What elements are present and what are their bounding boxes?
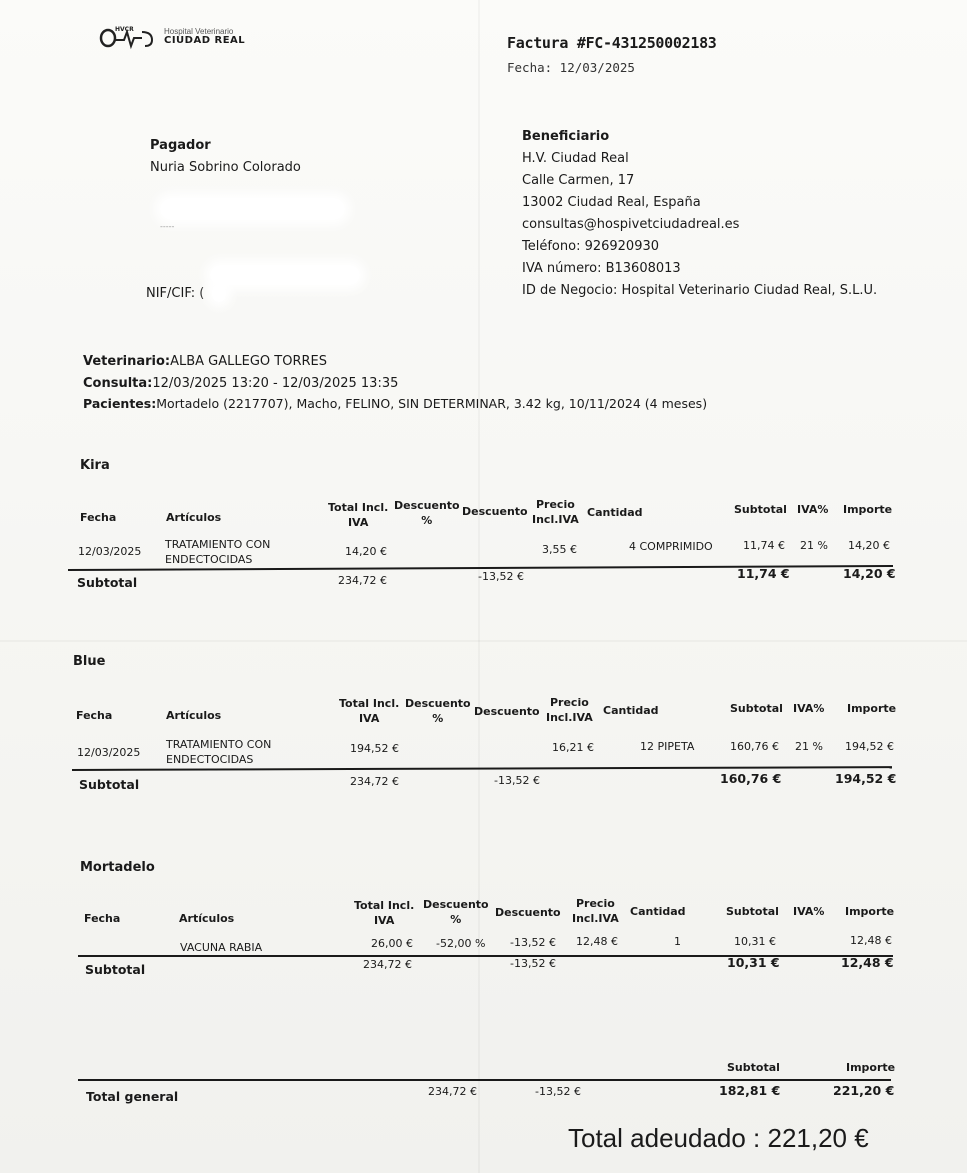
logo-title: CIUDAD REAL <box>164 35 246 46</box>
col-total-incl-line1: Total Incl. <box>328 501 389 514</box>
beneficiary-email: consultas@hospivetciudadreal.es <box>522 217 740 232</box>
subtotal-importe: 194,52 € <box>835 771 897 786</box>
col-descuento-pct <box>394 499 460 529</box>
col-descuento-pct <box>405 697 471 727</box>
subtotal-importe: 14,20 € <box>843 566 896 581</box>
redaction-mark: ----- <box>160 222 175 231</box>
patients-line <box>83 396 707 411</box>
subtotal-importe: 12,48 € <box>841 955 894 970</box>
subtotal-subtotal: 160,76 € <box>720 771 782 786</box>
grand-total-importe: 221,20 € <box>833 1083 895 1098</box>
row-subtotal: 11,74 € <box>743 539 785 552</box>
hospital-logo-icon <box>98 24 158 50</box>
col-cantidad: Cantidad <box>630 905 686 918</box>
grand-total-subtotal: 182,81 € <box>719 1083 781 1098</box>
consult-label: Consulta: <box>83 376 153 391</box>
col-precio <box>572 897 619 927</box>
row-desc-pct: -52,00 % <box>436 937 486 950</box>
row-articulo-line1: TRATAMIENTO CON <box>165 538 271 551</box>
beneficiary-label: Beneficiario <box>522 129 610 144</box>
row-total: 194,52 € <box>350 742 399 755</box>
row-articulo-line1: TRATAMIENTO CON <box>166 738 272 751</box>
col-cantidad: Cantidad <box>587 506 643 519</box>
col-total-incl <box>339 697 399 727</box>
payer-label: Pagador <box>150 138 211 153</box>
row-precio: 3,55 € <box>542 543 577 556</box>
consult-time: 12/03/2025 13:20 - 12/03/2025 13:35 <box>152 376 399 391</box>
row-articulo-line2: ENDECTOCIDAS <box>166 752 254 766</box>
vet-name: ALBA GALLEGO TORRES <box>170 354 327 369</box>
row-subtotal: 10,31 € <box>734 935 776 948</box>
col-total-incl <box>328 501 388 531</box>
vet-line <box>83 354 327 369</box>
col-total-incl-line2: IVA <box>358 711 380 725</box>
row-precio: 16,21 € <box>552 741 594 754</box>
row-importe: 194,52 € <box>845 740 894 753</box>
col-fecha: Fecha <box>76 709 113 722</box>
col-importe: Importe <box>847 702 897 715</box>
grand-col-subtotal: Subtotal <box>727 1061 780 1074</box>
col-total-incl-line1: Total Incl. <box>339 697 400 710</box>
subtotal-descuento: -13,52 € <box>510 957 556 970</box>
row-iva: 21 % <box>800 539 828 552</box>
col-descuento-pct-line1: Descuento <box>423 898 489 911</box>
col-fecha: Fecha <box>84 912 121 925</box>
consult-line <box>83 376 398 391</box>
subtotal-label: Subtotal <box>85 962 146 977</box>
col-precio <box>532 498 579 528</box>
col-precio-line1: Precio <box>575 897 615 910</box>
grand-total-total: 234,72 € <box>428 1085 477 1098</box>
beneficiary-line: 13002 Ciudad Real, España <box>522 195 701 210</box>
col-subtotal: Subtotal <box>734 503 787 516</box>
col-total-incl-line2: IVA <box>373 913 395 927</box>
invoice-date: Fecha: 12/03/2025 <box>507 60 635 75</box>
col-precio-line2: Incl.IVA <box>546 710 593 724</box>
col-descuento-pct <box>423 898 489 928</box>
row-descuento: -13,52 € <box>510 936 556 949</box>
row-iva: 21 % <box>795 740 823 753</box>
patients-label: Pacientes: <box>83 396 157 411</box>
beneficiary-phone: Teléfono: 926920930 <box>522 239 660 254</box>
col-total-incl-line1: Total Incl. <box>354 899 415 912</box>
col-precio <box>546 696 593 726</box>
col-importe: Importe <box>845 905 895 918</box>
col-cantidad: Cantidad <box>603 704 659 717</box>
col-iva: IVA% <box>793 905 825 918</box>
paper-fold-horizontal <box>0 640 967 642</box>
invoice-number: Factura #FC-431250002183 <box>507 34 717 52</box>
row-subtotal: 160,76 € <box>730 740 779 753</box>
col-descuento-pct-line1: Descuento <box>394 499 460 512</box>
subtotal-subtotal: 10,31 € <box>727 955 780 970</box>
col-descuento-pct-line1: Descuento <box>405 697 471 710</box>
col-subtotal: Subtotal <box>726 905 779 918</box>
grand-total-descuento: -13,52 € <box>535 1085 581 1098</box>
col-iva: IVA% <box>797 503 829 516</box>
payer-name: Nuria Sobrino Colorado <box>150 160 301 175</box>
patient-section-title: Blue <box>73 654 106 669</box>
col-total-incl <box>354 899 414 929</box>
grand-col-importe: Importe <box>846 1061 896 1074</box>
col-precio-line1: Precio <box>549 696 589 709</box>
grand-total-label: Total general <box>86 1089 179 1104</box>
row-cantidad: 4 COMPRIMIDO <box>629 540 713 553</box>
vet-label: Veterinario: <box>83 354 171 369</box>
col-descuento: Descuento <box>495 906 561 919</box>
hospital-logo <box>98 22 245 52</box>
total-amount-due: Total adeudado : 221,20 € <box>568 1123 869 1153</box>
subtotal-total: 234,72 € <box>338 574 387 587</box>
subtotal-descuento: -13,52 € <box>478 570 524 583</box>
row-articulo-line2: ENDECTOCIDAS <box>165 552 253 566</box>
payer-nif-label: NIF/CIF: ( <box>146 286 205 301</box>
row-importe: 14,20 € <box>848 539 890 552</box>
row-articulo: VACUNA RABIA <box>180 941 263 954</box>
beneficiary-line: Calle Carmen, 17 <box>522 173 635 188</box>
subtotal-total: 234,72 € <box>350 775 399 788</box>
row-articulo <box>166 738 271 768</box>
subtotal-label: Subtotal <box>79 777 140 792</box>
col-articulos: Artículos <box>179 912 235 925</box>
col-iva: IVA% <box>793 702 825 715</box>
row-total: 26,00 € <box>371 937 413 950</box>
patients-value: Mortadelo (2217707), Macho, FELINO, SIN DETERMINAR, 3.42 kg, 10/11/2024 (4 meses) <box>156 396 708 411</box>
row-cantidad: 1 <box>674 935 681 948</box>
col-importe: Importe <box>843 503 893 516</box>
col-descuento-pct-line2: % <box>432 711 444 725</box>
row-fecha: 12/03/2025 <box>78 545 142 558</box>
grand-total-divider <box>78 1079 891 1081</box>
row-articulo <box>165 538 270 568</box>
subtotal-label: Subtotal <box>77 575 138 590</box>
beneficiary-business-id: ID de Negocio: Hospital Veterinario Ciudad Real, S.L.U. <box>522 283 878 298</box>
row-total: 14,20 € <box>345 545 387 558</box>
col-total-incl-line2: IVA <box>347 515 369 529</box>
redacted-city <box>210 265 360 285</box>
col-descuento: Descuento <box>462 505 528 518</box>
patient-section-title: Kira <box>80 458 110 473</box>
svg-text:HVCR: HVCR <box>115 26 134 33</box>
row-importe: 12,48 € <box>850 934 892 947</box>
row-cantidad: 12 PIPETA <box>640 740 695 753</box>
col-descuento: Descuento <box>474 705 540 718</box>
subtotal-total: 234,72 € <box>363 958 412 971</box>
beneficiary-line: H.V. Ciudad Real <box>522 151 629 166</box>
row-precio: 12,48 € <box>576 935 618 948</box>
col-descuento-pct-line2: % <box>421 513 433 527</box>
col-descuento-pct-line2: % <box>450 912 462 926</box>
col-articulos: Artículos <box>166 511 222 524</box>
col-precio-line2: Incl.IVA <box>572 911 619 925</box>
col-precio-line1: Precio <box>535 498 575 511</box>
col-fecha: Fecha <box>80 511 117 524</box>
redacted-address <box>160 198 345 220</box>
logo-text <box>164 28 245 46</box>
col-subtotal: Subtotal <box>730 702 783 715</box>
subtotal-descuento: -13,52 € <box>494 774 540 787</box>
patient-section-title: Mortadelo <box>80 860 155 875</box>
logo-subtitle: Hospital Veterinario <box>164 27 234 36</box>
col-articulos: Artículos <box>166 709 222 722</box>
subtotal-subtotal: 11,74 € <box>737 566 790 581</box>
beneficiary-vat: IVA número: B13608013 <box>522 261 681 276</box>
redacted-nif <box>212 284 226 302</box>
row-fecha: 12/03/2025 <box>77 746 141 759</box>
col-precio-line2: Incl.IVA <box>532 512 579 526</box>
paper-fold-vertical <box>478 0 480 1173</box>
